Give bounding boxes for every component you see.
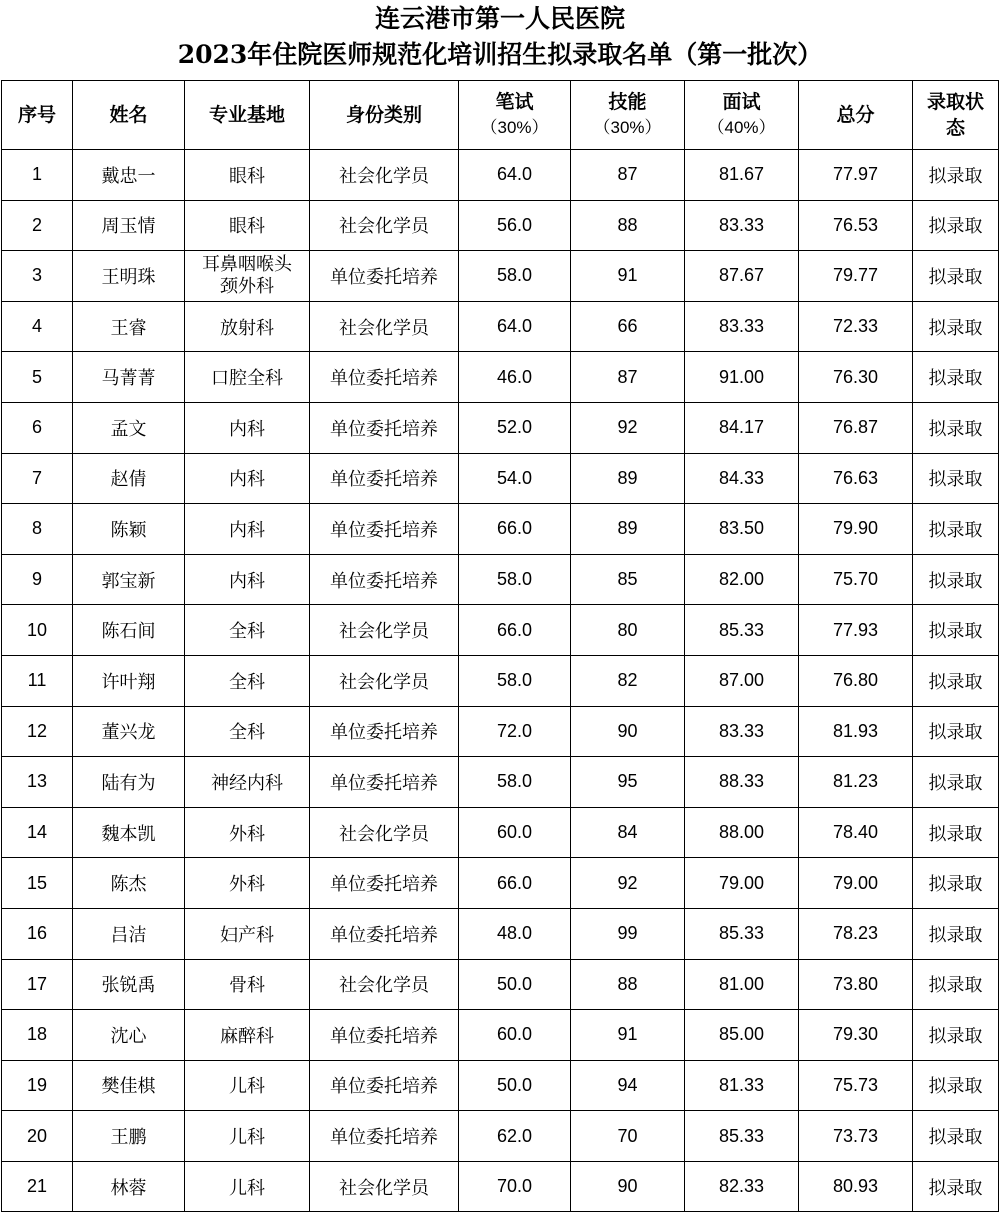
header-status-label-line2: 态	[945, 117, 965, 139]
cell-skill-score: 99	[571, 908, 685, 959]
cell-interview-score: 85.33	[685, 605, 799, 656]
title-line-hospital: 连云港市第一人民医院	[374, 4, 625, 33]
header-status	[913, 81, 999, 150]
cell-total-score: 79.77	[799, 251, 913, 302]
cell-status: 拟录取	[913, 352, 999, 403]
table-row	[2, 858, 999, 909]
cell-seq: 3	[2, 251, 73, 302]
cell-skill-score: 88	[571, 200, 685, 251]
cell-status: 拟录取	[913, 200, 999, 251]
cell-base: 内科	[185, 504, 310, 555]
table-row	[2, 706, 999, 757]
table-row	[2, 504, 999, 555]
cell-name: 孟文	[73, 402, 185, 453]
header-name-label: 姓名	[109, 104, 148, 126]
cell-identity: 社会化学员	[310, 1161, 459, 1212]
cell-base-line2: 颈外科	[220, 275, 274, 297]
cell-written-score: 58.0	[459, 554, 571, 605]
cell-base: 内科	[185, 402, 310, 453]
cell-interview-score: 84.33	[685, 453, 799, 504]
header-total-label: 总分	[836, 104, 875, 126]
cell-skill-score: 85	[571, 554, 685, 605]
cell-skill-score: 91	[571, 1010, 685, 1061]
cell-skill-score: 89	[571, 504, 685, 555]
table-row	[2, 1111, 999, 1162]
cell-name: 张锐禹	[73, 959, 185, 1010]
cell-name: 许叶翔	[73, 655, 185, 706]
cell-name: 董兴龙	[73, 706, 185, 757]
cell-skill-score: 90	[571, 706, 685, 757]
header-written	[459, 81, 571, 150]
cell-written-score: 48.0	[459, 908, 571, 959]
cell-interview-score: 82.33	[685, 1161, 799, 1212]
cell-skill-score: 94	[571, 1060, 685, 1111]
table-row	[2, 301, 999, 352]
header-skill-weight: （30%）	[593, 118, 662, 137]
cell-written-score: 58.0	[459, 757, 571, 808]
cell-seq: 12	[2, 706, 73, 757]
cell-interview-score: 88.00	[685, 807, 799, 858]
cell-seq: 17	[2, 959, 73, 1010]
cell-status: 拟录取	[913, 908, 999, 959]
cell-identity: 社会化学员	[310, 301, 459, 352]
cell-status: 拟录取	[913, 1111, 999, 1162]
table-row	[2, 150, 999, 201]
cell-identity: 单位委托培养	[310, 706, 459, 757]
cell-identity: 单位委托培养	[310, 858, 459, 909]
cell-base: 儿科	[185, 1161, 310, 1212]
cell-total-score: 73.73	[799, 1111, 913, 1162]
cell-interview-score: 85.00	[685, 1010, 799, 1061]
cell-status: 拟录取	[913, 655, 999, 706]
cell-skill-score: 88	[571, 959, 685, 1010]
cell-interview-score: 91.00	[685, 352, 799, 403]
table-row	[2, 757, 999, 808]
cell-seq: 6	[2, 402, 73, 453]
cell-base	[185, 251, 310, 302]
table-row	[2, 1161, 999, 1212]
table-row	[2, 200, 999, 251]
cell-seq: 16	[2, 908, 73, 959]
cell-identity: 单位委托培养	[310, 402, 459, 453]
cell-identity: 单位委托培养	[310, 757, 459, 808]
cell-name: 王睿	[73, 301, 185, 352]
cell-status: 拟录取	[913, 1060, 999, 1111]
cell-identity: 单位委托培养	[310, 251, 459, 302]
cell-interview-score: 87.00	[685, 655, 799, 706]
header-identity	[310, 81, 459, 150]
cell-seq: 15	[2, 858, 73, 909]
cell-name: 陆有为	[73, 757, 185, 808]
cell-written-score: 64.0	[459, 150, 571, 201]
cell-written-score: 50.0	[459, 959, 571, 1010]
cell-written-score: 58.0	[459, 251, 571, 302]
document-title	[0, 0, 1000, 80]
header-skill-label: 技能	[608, 91, 647, 113]
cell-written-score: 56.0	[459, 200, 571, 251]
cell-interview-score: 79.00	[685, 858, 799, 909]
cell-name: 沈心	[73, 1010, 185, 1061]
header-interview	[685, 81, 799, 150]
cell-seq: 1	[2, 150, 73, 201]
header-row	[2, 81, 999, 150]
cell-base: 眼科	[185, 150, 310, 201]
cell-skill-score: 89	[571, 453, 685, 504]
cell-written-score: 58.0	[459, 655, 571, 706]
cell-name: 戴忠一	[73, 150, 185, 201]
cell-skill-score: 84	[571, 807, 685, 858]
cell-identity: 社会化学员	[310, 655, 459, 706]
cell-total-score: 79.90	[799, 504, 913, 555]
cell-written-score: 66.0	[459, 605, 571, 656]
cell-base-line1: 耳鼻咽喉头	[202, 253, 292, 275]
cell-identity: 单位委托培养	[310, 453, 459, 504]
cell-base: 口腔全科	[185, 352, 310, 403]
cell-identity: 单位委托培养	[310, 908, 459, 959]
cell-interview-score: 88.33	[685, 757, 799, 808]
cell-status: 拟录取	[913, 150, 999, 201]
cell-base: 麻醉科	[185, 1010, 310, 1061]
cell-written-score: 60.0	[459, 807, 571, 858]
cell-interview-score: 85.33	[685, 1111, 799, 1162]
cell-base: 全科	[185, 706, 310, 757]
cell-name: 王明珠	[73, 251, 185, 302]
cell-skill-score: 82	[571, 655, 685, 706]
header-identity-label: 身份类别	[345, 104, 422, 126]
cell-seq: 9	[2, 554, 73, 605]
cell-interview-score: 81.33	[685, 1060, 799, 1111]
cell-skill-score: 66	[571, 301, 685, 352]
cell-written-score: 70.0	[459, 1161, 571, 1212]
cell-seq: 19	[2, 1060, 73, 1111]
cell-base: 内科	[185, 554, 310, 605]
cell-written-score: 64.0	[459, 301, 571, 352]
cell-base: 内科	[185, 453, 310, 504]
cell-seq: 18	[2, 1010, 73, 1061]
table-row	[2, 402, 999, 453]
cell-total-score: 78.40	[799, 807, 913, 858]
header-seq-label: 序号	[17, 104, 56, 126]
cell-total-score: 73.80	[799, 959, 913, 1010]
table-body	[2, 150, 999, 1212]
cell-total-score: 81.93	[799, 706, 913, 757]
cell-skill-score: 87	[571, 150, 685, 201]
cell-base: 外科	[185, 807, 310, 858]
cell-identity: 单位委托培养	[310, 352, 459, 403]
cell-identity: 单位委托培养	[310, 1060, 459, 1111]
cell-identity: 单位委托培养	[310, 1111, 459, 1162]
cell-total-score: 81.23	[799, 757, 913, 808]
cell-name: 吕洁	[73, 908, 185, 959]
cell-interview-score: 81.67	[685, 150, 799, 201]
cell-status: 拟录取	[913, 1010, 999, 1061]
cell-written-score: 60.0	[459, 1010, 571, 1061]
cell-interview-score: 83.33	[685, 200, 799, 251]
cell-status: 拟录取	[913, 453, 999, 504]
header-base-label: 专业基地	[208, 104, 285, 126]
cell-status: 拟录取	[913, 807, 999, 858]
cell-seq: 13	[2, 757, 73, 808]
cell-name: 陈颖	[73, 504, 185, 555]
cell-seq: 20	[2, 1111, 73, 1162]
header-interview-weight: （40%）	[707, 118, 776, 137]
cell-written-score: 66.0	[459, 504, 571, 555]
cell-total-score: 79.00	[799, 858, 913, 909]
cell-identity: 单位委托培养	[310, 504, 459, 555]
cell-seq: 21	[2, 1161, 73, 1212]
header-base	[185, 81, 310, 150]
cell-identity: 社会化学员	[310, 200, 459, 251]
cell-status: 拟录取	[913, 959, 999, 1010]
cell-total-score: 75.70	[799, 554, 913, 605]
cell-interview-score: 83.50	[685, 504, 799, 555]
cell-status: 拟录取	[913, 605, 999, 656]
cell-name: 陈杰	[73, 858, 185, 909]
cell-status: 拟录取	[913, 554, 999, 605]
cell-seq: 2	[2, 200, 73, 251]
cell-base: 外科	[185, 858, 310, 909]
cell-skill-score: 70	[571, 1111, 685, 1162]
table-row	[2, 1060, 999, 1111]
cell-written-score: 66.0	[459, 858, 571, 909]
cell-total-score: 76.53	[799, 200, 913, 251]
cell-seq: 8	[2, 504, 73, 555]
cell-seq: 4	[2, 301, 73, 352]
cell-name: 林蓉	[73, 1161, 185, 1212]
cell-base: 儿科	[185, 1111, 310, 1162]
cell-name: 王鹏	[73, 1111, 185, 1162]
cell-total-score: 76.63	[799, 453, 913, 504]
cell-written-score: 62.0	[459, 1111, 571, 1162]
cell-base: 眼科	[185, 200, 310, 251]
cell-identity: 社会化学员	[310, 150, 459, 201]
cell-status: 拟录取	[913, 858, 999, 909]
table-row	[2, 605, 999, 656]
table-header	[2, 81, 999, 150]
cell-skill-score: 91	[571, 251, 685, 302]
cell-identity: 单位委托培养	[310, 554, 459, 605]
cell-skill-score: 92	[571, 402, 685, 453]
cell-skill-score: 87	[571, 352, 685, 403]
cell-name: 马菁菁	[73, 352, 185, 403]
cell-seq: 10	[2, 605, 73, 656]
cell-identity: 社会化学员	[310, 605, 459, 656]
cell-status: 拟录取	[913, 757, 999, 808]
cell-total-score: 76.87	[799, 402, 913, 453]
cell-total-score: 78.23	[799, 908, 913, 959]
cell-base: 神经内科	[185, 757, 310, 808]
header-skill	[571, 81, 685, 150]
cell-status: 拟录取	[913, 251, 999, 302]
cell-status: 拟录取	[913, 504, 999, 555]
cell-seq: 14	[2, 807, 73, 858]
cell-written-score: 50.0	[459, 1060, 571, 1111]
cell-identity: 社会化学员	[310, 959, 459, 1010]
cell-base: 骨科	[185, 959, 310, 1010]
cell-written-score: 54.0	[459, 453, 571, 504]
cell-skill-score: 80	[571, 605, 685, 656]
cell-written-score: 72.0	[459, 706, 571, 757]
cell-status: 拟录取	[913, 301, 999, 352]
cell-name: 樊佳棋	[73, 1060, 185, 1111]
header-written-label: 笔试	[495, 91, 534, 113]
cell-total-score: 76.80	[799, 655, 913, 706]
cell-seq: 11	[2, 655, 73, 706]
cell-total-score: 72.33	[799, 301, 913, 352]
cell-name: 郭宝新	[73, 554, 185, 605]
title-line-list-name: 2023年住院医师规范化培训招生拟录取名单（第一批次）	[177, 40, 823, 69]
cell-total-score: 80.93	[799, 1161, 913, 1212]
cell-interview-score: 84.17	[685, 402, 799, 453]
table-row	[2, 554, 999, 605]
cell-base: 放射科	[185, 301, 310, 352]
cell-interview-score: 87.67	[685, 251, 799, 302]
cell-written-score: 46.0	[459, 352, 571, 403]
cell-skill-score: 90	[571, 1161, 685, 1212]
cell-name: 陈石间	[73, 605, 185, 656]
cell-identity: 社会化学员	[310, 807, 459, 858]
cell-base: 全科	[185, 655, 310, 706]
cell-interview-score: 85.33	[685, 908, 799, 959]
cell-interview-score: 83.33	[685, 301, 799, 352]
admission-table	[1, 80, 999, 1212]
cell-interview-score: 82.00	[685, 554, 799, 605]
cell-base: 儿科	[185, 1060, 310, 1111]
table-row	[2, 352, 999, 403]
table-row	[2, 1010, 999, 1061]
cell-seq: 7	[2, 453, 73, 504]
cell-total-score: 76.30	[799, 352, 913, 403]
cell-base: 妇产科	[185, 908, 310, 959]
cell-total-score: 75.73	[799, 1060, 913, 1111]
header-total	[799, 81, 913, 150]
cell-status: 拟录取	[913, 1161, 999, 1212]
cell-written-score: 52.0	[459, 402, 571, 453]
table-row	[2, 908, 999, 959]
cell-status: 拟录取	[913, 402, 999, 453]
cell-interview-score: 81.00	[685, 959, 799, 1010]
cell-interview-score: 83.33	[685, 706, 799, 757]
cell-total-score: 77.97	[799, 150, 913, 201]
header-written-weight: （30%）	[480, 118, 549, 137]
table-row	[2, 959, 999, 1010]
header-status-label-line1: 录取状	[926, 91, 984, 113]
cell-skill-score: 95	[571, 757, 685, 808]
cell-skill-score: 92	[571, 858, 685, 909]
cell-base: 全科	[185, 605, 310, 656]
cell-name: 魏本凯	[73, 807, 185, 858]
table-row	[2, 655, 999, 706]
cell-seq: 5	[2, 352, 73, 403]
cell-total-score: 79.30	[799, 1010, 913, 1061]
cell-name: 周玉情	[73, 200, 185, 251]
table-row	[2, 807, 999, 858]
cell-name: 赵倩	[73, 453, 185, 504]
table-row	[2, 453, 999, 504]
cell-identity: 单位委托培养	[310, 1010, 459, 1061]
cell-total-score: 77.93	[799, 605, 913, 656]
cell-status: 拟录取	[913, 706, 999, 757]
header-name	[73, 81, 185, 150]
table-row	[2, 251, 999, 302]
header-interview-label: 面试	[722, 91, 761, 113]
header-seq	[2, 81, 73, 150]
